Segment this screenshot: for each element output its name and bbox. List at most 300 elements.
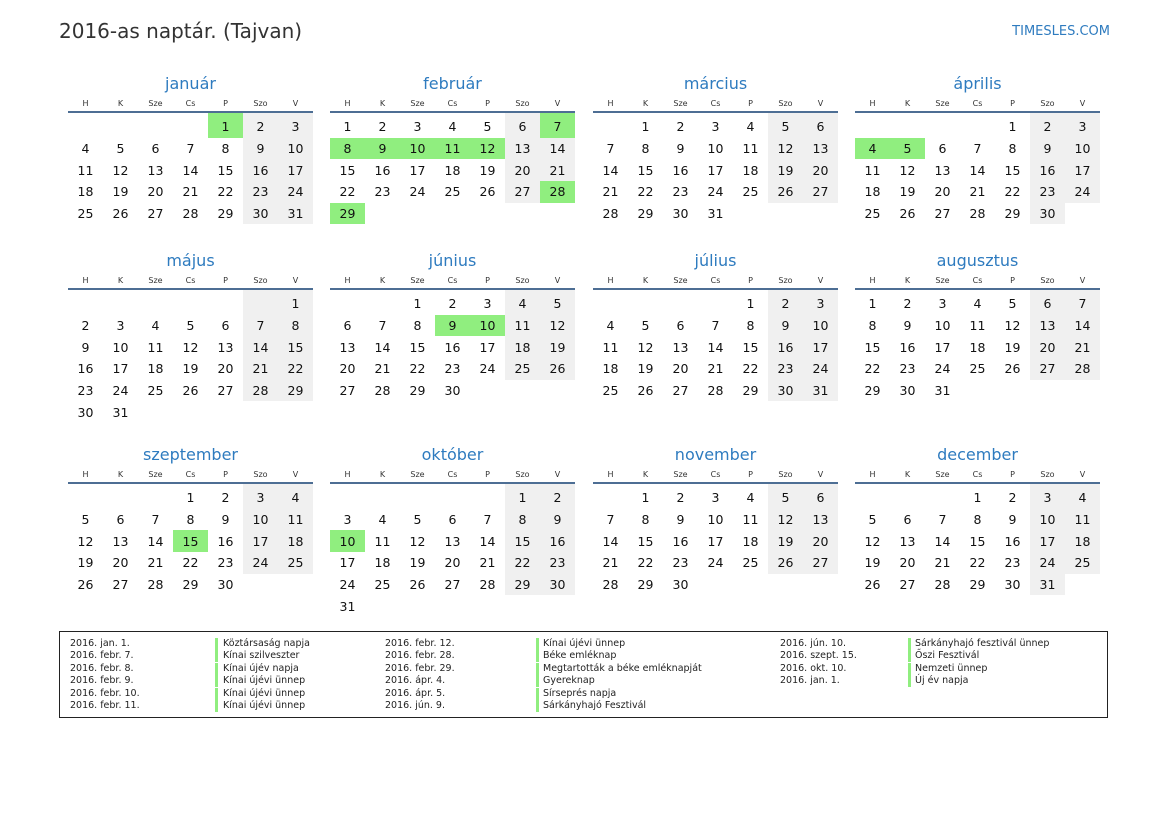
weekday-label: P xyxy=(995,466,1030,483)
day-cell: 12 xyxy=(409,533,426,549)
day-cell: 2 xyxy=(448,296,457,312)
day-cell: 2 xyxy=(221,490,230,506)
day-cell: 5 xyxy=(868,512,877,528)
empty-cell xyxy=(330,289,365,315)
day-cell: 23 xyxy=(540,552,575,574)
weekday-label: V xyxy=(540,272,575,289)
day-cell: 20 xyxy=(899,555,916,571)
weekday-label: V xyxy=(1065,95,1100,112)
day-cell: 19 xyxy=(540,336,575,358)
legend-color-bar xyxy=(536,638,539,650)
day-cell: 13 xyxy=(147,162,164,178)
legend-color-bar xyxy=(215,638,218,650)
day-cell: 16 xyxy=(540,530,575,552)
empty-cell xyxy=(960,380,995,402)
day-cell: 10 xyxy=(934,318,951,334)
day-cell: 28 xyxy=(707,383,724,399)
weekday-label: Sze xyxy=(663,466,698,483)
day-cell: 29 xyxy=(1004,206,1021,222)
day-cell: 10 xyxy=(1065,138,1100,160)
day-cell: 6 xyxy=(221,318,230,334)
day-cell: 4 xyxy=(746,490,755,506)
empty-cell xyxy=(435,483,470,509)
holiday-legend xyxy=(59,631,1108,718)
day-cell: 18 xyxy=(374,555,391,571)
day-cell: 26 xyxy=(899,206,916,222)
day-cell: 13 xyxy=(803,138,838,160)
day-cell: 11 xyxy=(505,315,540,337)
legend-holiday-name: Nemzeti ünnep xyxy=(915,662,988,674)
empty-cell xyxy=(628,289,663,315)
empty-cell xyxy=(768,203,803,225)
day-cell: 21 xyxy=(934,555,951,571)
day-cell: 1 xyxy=(641,119,650,135)
month-11 xyxy=(593,444,838,595)
day-cell: 25 xyxy=(505,358,540,380)
day-cell: 10 xyxy=(112,339,129,355)
weekday-label: V xyxy=(803,272,838,289)
day-cell: 4 xyxy=(1065,483,1100,509)
day-cell: 14 xyxy=(243,336,278,358)
weekday-label: Szo xyxy=(768,466,803,483)
empty-cell xyxy=(1065,203,1100,225)
day-cell: 9 xyxy=(365,138,400,160)
day-cell: 2 xyxy=(676,119,685,135)
day-cell: 6 xyxy=(803,112,838,138)
legend-color-bar xyxy=(536,650,539,662)
legend-holiday-name: Új év napja xyxy=(915,675,969,687)
empty-cell xyxy=(208,289,243,315)
legend-date: 2016. okt. 10. xyxy=(780,662,847,674)
day-cell: 1 xyxy=(505,483,540,509)
day-cell: 13 xyxy=(934,162,951,178)
day-cell: 1 xyxy=(186,490,195,506)
day-cell: 12 xyxy=(470,138,505,160)
day-cell: 1 xyxy=(343,119,352,135)
day-cell: 24 xyxy=(479,361,496,377)
day-cell: 19 xyxy=(768,159,803,181)
day-cell: 31 xyxy=(278,203,313,225)
day-cell: 6 xyxy=(803,483,838,509)
day-cell: 25 xyxy=(742,184,759,200)
weekday-label: Cs xyxy=(435,95,470,112)
day-cell: 19 xyxy=(1004,339,1021,355)
empty-cell xyxy=(1030,380,1065,402)
weekday-label: Sze xyxy=(925,466,960,483)
day-cell: 14 xyxy=(540,138,575,160)
day-cell: 10 xyxy=(330,530,365,552)
day-cell: 1 xyxy=(278,289,313,315)
day-cell: 17 xyxy=(1030,530,1065,552)
day-cell: 7 xyxy=(186,141,195,157)
day-cell: 10 xyxy=(243,509,278,531)
day-cell: 1 xyxy=(746,296,755,312)
empty-cell xyxy=(138,401,173,423)
day-cell: 4 xyxy=(606,318,615,334)
day-cell: 12 xyxy=(768,509,803,531)
day-cell: 16 xyxy=(768,336,803,358)
weekday-label: K xyxy=(103,272,138,289)
day-cell: 10 xyxy=(1030,509,1065,531)
legend-holiday-name: Megtartották a béke emléknapját xyxy=(543,662,702,674)
day-cell: 25 xyxy=(864,206,881,222)
weekday-label: P xyxy=(733,95,768,112)
day-cell: 22 xyxy=(637,555,654,571)
day-cell: 8 xyxy=(413,318,422,334)
day-cell: 2 xyxy=(903,296,912,312)
day-cell: 31 xyxy=(803,380,838,402)
day-cell: 19 xyxy=(637,361,654,377)
empty-cell xyxy=(470,380,505,402)
weekday-label: P xyxy=(470,95,505,112)
day-cell: 19 xyxy=(409,555,426,571)
legend-holiday-name: Kínai újévi ünnep xyxy=(543,638,626,649)
empty-cell xyxy=(470,595,505,617)
day-cell: 26 xyxy=(864,577,881,593)
day-cell: 21 xyxy=(969,184,986,200)
day-cell: 14 xyxy=(479,533,496,549)
weekday-label: Cs xyxy=(960,272,995,289)
day-cell: 8 xyxy=(221,141,230,157)
day-cell: 1 xyxy=(868,296,877,312)
empty-cell xyxy=(470,483,505,509)
day-cell: 14 xyxy=(602,533,619,549)
month-9 xyxy=(68,444,313,595)
day-cell: 13 xyxy=(112,533,129,549)
weekday-label: H xyxy=(593,466,628,483)
day-cell: 30 xyxy=(1030,203,1065,225)
day-cell: 19 xyxy=(182,361,199,377)
day-cell: 15 xyxy=(173,530,208,552)
weekday-label: H xyxy=(593,95,628,112)
day-cell: 28 xyxy=(243,380,278,402)
day-cell: 12 xyxy=(112,162,129,178)
weekday-label: Sze xyxy=(925,95,960,112)
day-cell: 17 xyxy=(707,533,724,549)
day-cell: 7 xyxy=(151,512,160,528)
day-cell: 11 xyxy=(602,339,619,355)
day-cell: 30 xyxy=(899,383,916,399)
weekday-label: P xyxy=(733,466,768,483)
weekday-label: K xyxy=(365,466,400,483)
day-cell: 8 xyxy=(641,141,650,157)
weekday-label: H xyxy=(330,272,365,289)
empty-cell xyxy=(855,483,890,509)
empty-cell xyxy=(803,203,838,225)
day-cell: 23 xyxy=(444,361,461,377)
day-cell: 14 xyxy=(182,162,199,178)
empty-cell xyxy=(173,112,208,138)
empty-cell xyxy=(138,289,173,315)
day-cell: 7 xyxy=(378,318,387,334)
day-cell: 12 xyxy=(768,138,803,160)
day-cell: 29 xyxy=(505,574,540,596)
day-cell: 28 xyxy=(934,577,951,593)
day-cell: 20 xyxy=(803,159,838,181)
month-5 xyxy=(68,250,313,423)
day-cell: 3 xyxy=(116,318,125,334)
weekday-label: Szo xyxy=(243,95,278,112)
empty-cell xyxy=(68,289,103,315)
legend-date: 2016. jún. 10. xyxy=(780,638,847,649)
empty-cell xyxy=(435,203,470,225)
weekday-label: Szo xyxy=(768,95,803,112)
day-cell: 11 xyxy=(374,533,391,549)
day-cell: 9 xyxy=(540,509,575,531)
day-cell: 22 xyxy=(217,184,234,200)
month-name: április xyxy=(953,74,1002,93)
day-cell: 24 xyxy=(707,184,724,200)
day-cell: 21 xyxy=(479,555,496,571)
day-cell: 27 xyxy=(147,206,164,222)
day-cell: 20 xyxy=(147,184,164,200)
weekday-label: Szo xyxy=(1030,466,1065,483)
day-cell: 17 xyxy=(278,159,313,181)
empty-cell xyxy=(103,112,138,138)
day-cell: 26 xyxy=(112,206,129,222)
day-cell: 8 xyxy=(278,315,313,337)
day-cell: 15 xyxy=(742,339,759,355)
month-name: március xyxy=(683,74,748,93)
day-cell: 27 xyxy=(899,577,916,593)
day-cell: 28 xyxy=(969,206,986,222)
day-cell: 7 xyxy=(606,512,615,528)
day-cell: 12 xyxy=(540,315,575,337)
weekday-label: P xyxy=(208,272,243,289)
weekday-label: Cs xyxy=(435,272,470,289)
day-cell: 17 xyxy=(339,555,356,571)
day-cell: 25 xyxy=(374,577,391,593)
day-cell: 7 xyxy=(938,512,947,528)
weekday-label: P xyxy=(208,466,243,483)
day-cell: 15 xyxy=(505,530,540,552)
day-cell: 2 xyxy=(1030,112,1065,138)
day-cell: 2 xyxy=(81,318,90,334)
day-cell: 22 xyxy=(182,555,199,571)
day-cell: 7 xyxy=(540,112,575,138)
legend-date: 2016. szept. 15. xyxy=(780,650,857,662)
day-cell: 8 xyxy=(330,138,365,160)
day-cell: 19 xyxy=(112,184,129,200)
day-cell: 17 xyxy=(409,162,426,178)
weekday-label: K xyxy=(103,466,138,483)
day-cell: 1 xyxy=(973,490,982,506)
legend-date: 2016. febr. 28. xyxy=(385,650,455,662)
weekday-label: K xyxy=(365,272,400,289)
legend-date: 2016. ápr. 4. xyxy=(385,675,446,687)
legend-color-bar xyxy=(908,650,911,662)
day-cell: 30 xyxy=(540,574,575,596)
day-cell: 26 xyxy=(182,383,199,399)
day-cell: 22 xyxy=(969,555,986,571)
day-cell: 9 xyxy=(81,339,90,355)
empty-cell xyxy=(890,112,925,138)
day-cell: 13 xyxy=(444,533,461,549)
empty-cell xyxy=(365,289,400,315)
day-cell: 4 xyxy=(448,119,457,135)
day-cell: 9 xyxy=(221,512,230,528)
site-link[interactable]: TIMESLES.COM xyxy=(1012,24,1110,39)
empty-cell xyxy=(243,574,278,596)
day-cell: 27 xyxy=(217,383,234,399)
day-cell: 23 xyxy=(374,184,391,200)
day-cell: 28 xyxy=(1065,358,1100,380)
weekday-label: V xyxy=(803,95,838,112)
day-cell: 16 xyxy=(243,159,278,181)
day-cell: 1 xyxy=(413,296,422,312)
month-1 xyxy=(68,73,313,224)
day-cell: 2 xyxy=(540,483,575,509)
empty-cell xyxy=(663,289,698,315)
day-cell: 3 xyxy=(343,512,352,528)
day-cell: 15 xyxy=(217,162,234,178)
weekday-label: Szo xyxy=(505,466,540,483)
day-cell: 5 xyxy=(81,512,90,528)
weekday-label: K xyxy=(628,272,663,289)
day-cell: 13 xyxy=(803,509,838,531)
weekday-label: Cs xyxy=(698,95,733,112)
day-cell: 8 xyxy=(746,318,755,334)
day-cell: 10 xyxy=(470,315,505,337)
day-cell: 16 xyxy=(1004,533,1021,549)
day-cell: 16 xyxy=(1030,159,1065,181)
day-cell: 22 xyxy=(742,361,759,377)
empty-cell xyxy=(733,203,768,225)
day-cell: 26 xyxy=(409,577,426,593)
empty-cell xyxy=(400,483,435,509)
day-cell: 29 xyxy=(278,380,313,402)
day-cell: 18 xyxy=(742,533,759,549)
day-cell: 3 xyxy=(1065,112,1100,138)
day-cell: 29 xyxy=(637,577,654,593)
legend-date: 2016. jan. 1. xyxy=(70,638,130,649)
day-cell: 5 xyxy=(890,138,925,160)
day-cell: 10 xyxy=(803,315,838,337)
day-cell: 30 xyxy=(243,203,278,225)
weekday-label: V xyxy=(540,466,575,483)
day-cell: 12 xyxy=(1004,318,1021,334)
month-name: január xyxy=(165,74,216,93)
day-cell: 12 xyxy=(899,162,916,178)
weekday-label: H xyxy=(593,272,628,289)
weekday-label: H xyxy=(855,95,890,112)
day-cell: 10 xyxy=(707,512,724,528)
day-cell: 26 xyxy=(77,577,94,593)
empty-cell xyxy=(925,112,960,138)
weekday-label: P xyxy=(733,272,768,289)
empty-cell xyxy=(208,401,243,423)
day-cell: 19 xyxy=(77,555,94,571)
month-4 xyxy=(855,73,1100,224)
weekday-label: Cs xyxy=(173,466,208,483)
day-cell: 28 xyxy=(374,383,391,399)
day-cell: 24 xyxy=(1030,552,1065,574)
day-cell: 29 xyxy=(182,577,199,593)
day-cell: 27 xyxy=(444,577,461,593)
empty-cell xyxy=(138,483,173,509)
month-6 xyxy=(330,250,575,401)
day-cell: 14 xyxy=(147,533,164,549)
day-cell: 13 xyxy=(899,533,916,549)
legend-date: 2016. febr. 11. xyxy=(70,700,140,711)
day-cell: 11 xyxy=(147,339,164,355)
day-cell: 25 xyxy=(444,184,461,200)
legend-date: 2016. febr. 29. xyxy=(385,662,455,674)
day-cell: 10 xyxy=(707,141,724,157)
day-cell: 23 xyxy=(899,361,916,377)
day-cell: 25 xyxy=(969,361,986,377)
day-cell: 24 xyxy=(112,383,129,399)
day-cell: 28 xyxy=(540,181,575,203)
day-cell: 4 xyxy=(151,318,160,334)
day-cell: 3 xyxy=(1030,483,1065,509)
day-cell: 28 xyxy=(479,577,496,593)
empty-cell xyxy=(540,380,575,402)
day-cell: 28 xyxy=(147,577,164,593)
day-cell: 2 xyxy=(1008,490,1017,506)
day-cell: 23 xyxy=(1004,555,1021,571)
day-cell: 28 xyxy=(182,206,199,222)
weekday-label: Sze xyxy=(400,466,435,483)
legend-color-bar xyxy=(536,663,539,675)
weekday-label: V xyxy=(803,466,838,483)
day-cell: 24 xyxy=(803,358,838,380)
day-cell: 3 xyxy=(413,119,422,135)
day-cell: 16 xyxy=(77,361,94,377)
legend-holiday-name: Sárkányhajó fesztivál ünnep xyxy=(915,638,1050,649)
empty-cell xyxy=(505,595,540,617)
day-cell: 9 xyxy=(903,318,912,334)
day-cell: 13 xyxy=(217,339,234,355)
day-cell: 31 xyxy=(707,206,724,222)
day-cell: 30 xyxy=(768,380,803,402)
legend-date: 2016. jan. 1. xyxy=(780,675,840,687)
day-cell: 21 xyxy=(243,358,278,380)
weekday-label: V xyxy=(1065,466,1100,483)
day-cell: 11 xyxy=(435,138,470,160)
empty-cell xyxy=(505,380,540,402)
day-cell: 10 xyxy=(278,138,313,160)
day-cell: 21 xyxy=(602,184,619,200)
empty-cell xyxy=(278,401,313,423)
month-8 xyxy=(855,250,1100,401)
month-2 xyxy=(330,73,575,224)
day-cell: 1 xyxy=(208,112,243,138)
day-cell: 15 xyxy=(637,533,654,549)
day-cell: 17 xyxy=(479,339,496,355)
day-cell: 23 xyxy=(243,181,278,203)
day-cell: 27 xyxy=(934,206,951,222)
day-cell: 24 xyxy=(278,181,313,203)
day-cell: 15 xyxy=(339,162,356,178)
empty-cell xyxy=(400,595,435,617)
day-cell: 25 xyxy=(77,206,94,222)
legend-holiday-name: Béke emléknap xyxy=(543,650,617,662)
day-cell: 11 xyxy=(1065,509,1100,531)
legend-color-bar xyxy=(215,663,218,675)
empty-cell xyxy=(365,203,400,225)
day-cell: 29 xyxy=(864,383,881,399)
weekday-label: V xyxy=(278,466,313,483)
day-cell: 4 xyxy=(278,483,313,509)
empty-cell xyxy=(505,203,540,225)
day-cell: 7 xyxy=(243,315,278,337)
day-cell: 13 xyxy=(339,339,356,355)
day-cell: 15 xyxy=(1004,162,1021,178)
day-cell: 4 xyxy=(855,138,890,160)
day-cell: 17 xyxy=(1065,159,1100,181)
day-cell: 25 xyxy=(742,555,759,571)
